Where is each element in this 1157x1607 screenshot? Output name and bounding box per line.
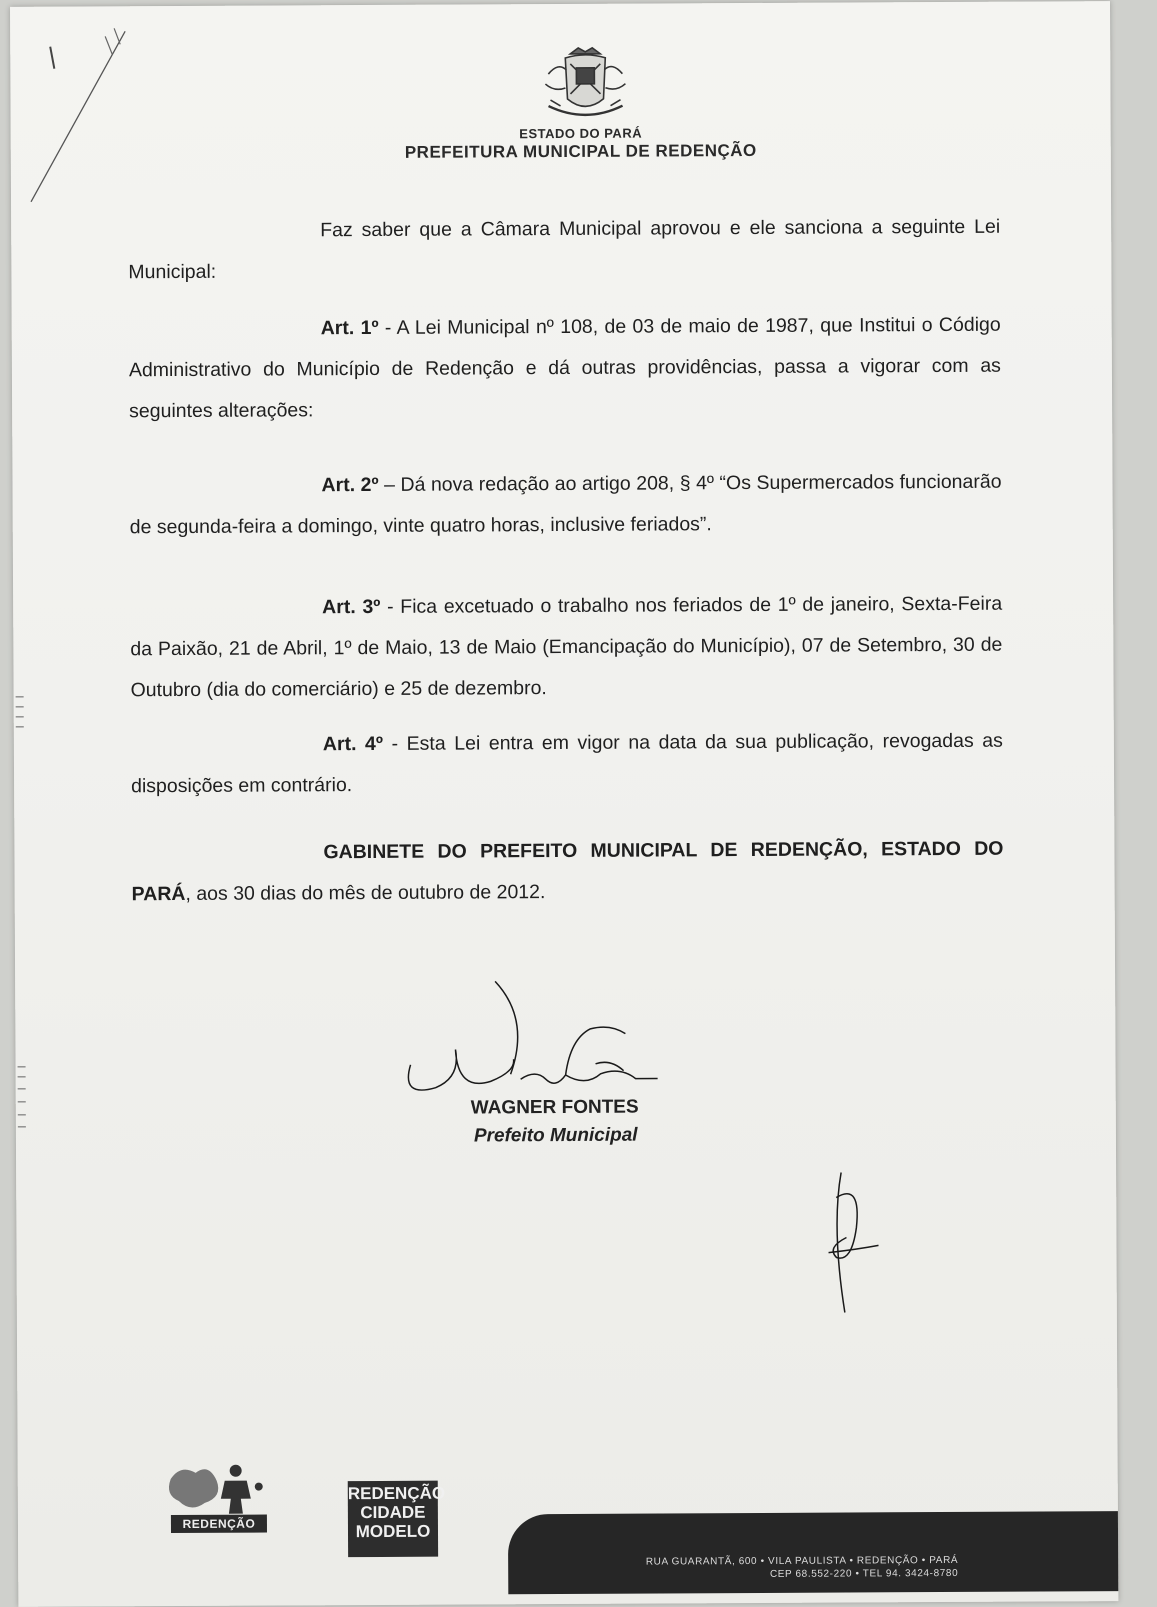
article-label: Art. 1º [321,317,379,339]
intro-paragraph: Faz saber que a Câmara Municipal aprovou e ele sanciona a seguinte Lei Municipal: [128,207,1000,294]
closing-bold: GABINETE DO PREFEITO MUNICIPAL DE REDENÇÃO, ESTADO DO PARÁ [132,838,1004,906]
footer-address-bar [508,1511,1118,1594]
phone-line: CEP 68.552-220 • TEL 94. 3424-8780 [628,1567,958,1582]
article-2 [129,462,1001,549]
municipality-name: PREFEITURA MUNICIPAL DE REDENÇÃO [351,141,811,163]
article-text: A Lei Municipal nº 108, de 03 de maio de 1987, que Institui o Código Administrativo do Município de Redenção e dá outras providências, passa a vigorar com as seguintes alterações: [129,314,1001,423]
signatory-role: Prefeito Municipal [474,1125,638,1148]
article-text: Esta Lei entra em vigor na data da sua publicação, revogadas as disposições em contrário. [131,730,1003,798]
cidade-modelo-logo [348,1481,438,1557]
article-separator: - [379,317,397,339]
puzzle-figure-icon [161,1459,276,1518]
letterhead [351,125,811,163]
law-text [128,207,1004,940]
article-text: Fica excetuado o trabalho nos feriados de 1º de janeiro, Sexta-Feira da Paixão, 21 de Abril, 1º de Maio, 13 de Maio (Emancipação do Município), 07 de Setembro, 30 de Outubro (dia do comerciário) e 25 de dezembro. [130,593,1002,702]
article-4 [131,721,1003,808]
pen-mark [10,6,151,227]
state-name: ESTADO DO PARÁ [351,125,811,142]
punch-marks [10,7,38,1607]
closing-date: , aos 30 dias do mês de outubro de 2012. [185,881,545,905]
article-1 [129,305,1002,433]
closing-paragraph [131,829,1003,916]
coat-of-arms-icon [540,44,630,126]
logo-label: REDENÇÃO [171,1515,267,1534]
document-page [10,1,1118,1607]
signature-block [395,978,696,1170]
article-label: Art. 2º [321,474,378,496]
logo2-line: CIDADE [348,1503,438,1522]
signatory-name: WAGNER FONTES [471,1097,639,1120]
article-label: Art. 3º [322,596,380,618]
logo2-line: REDENÇÃO [348,1484,438,1503]
article-3 [130,584,1003,712]
article-text: Dá nova redação ao artigo 208, § 4º “Os Supermercados funcionarão de segunda-feira a domingo, vinte quatro horas, inclusive feriados”. [130,471,1002,539]
address-line: RUA GUARANTÃ, 600 • VILA PAULISTA • REDENÇÃO • PARÁ [628,1554,958,1569]
article-separator: - [380,596,400,618]
footer-address [628,1554,958,1582]
article-label: Art. 4º [323,733,383,755]
logo2-line: MODELO [348,1522,438,1541]
article-separator: – [379,474,401,496]
handwritten-signature-icon [395,978,696,1110]
redencao-logo [161,1459,276,1532]
initials-signature-icon [816,1167,887,1317]
article-separator: - [383,733,407,755]
